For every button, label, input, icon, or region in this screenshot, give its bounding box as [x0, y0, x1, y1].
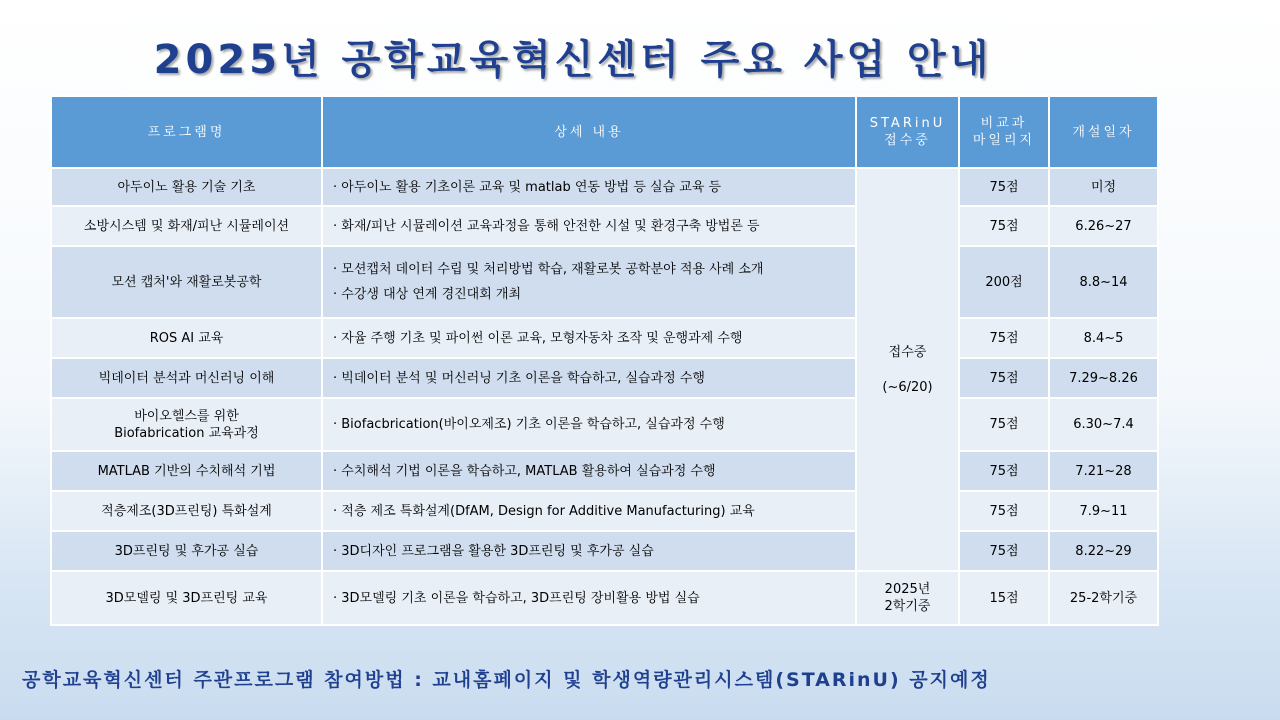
program-detail [322, 318, 856, 358]
program-table [50, 95, 1159, 626]
program-name-line2: Biofabrication 교육과정 [114, 425, 259, 441]
header-mileage [959, 96, 1049, 168]
header-date: 개설일자 [1049, 96, 1158, 168]
participation-footer: 공학교육혁신센터 주관프로그램 참여방법 : 교내홈페이지 및 학생역량관리시스템(STARinU) 공지예정 [22, 669, 991, 691]
date-cell: 미정 [1049, 168, 1158, 206]
header-detail: 상세 내용 [322, 96, 856, 168]
page-title: 2025년 공학교육혁신센터 주요 사업 안내 [153, 37, 993, 83]
date-cell: 8.8~14 [1049, 246, 1158, 318]
program-detail [322, 168, 856, 206]
table-row [51, 491, 1158, 531]
program-name-line1: 바이오헬스를 위한 [134, 408, 239, 424]
program-name: 소방시스템 및 화재/피난 시뮬레이션 [51, 206, 322, 246]
status-line2: (~6/20) [882, 379, 933, 395]
status-cell [856, 168, 959, 571]
header-starinu-line2: 접수중 [884, 133, 931, 148]
mileage-cell: 75점 [959, 491, 1049, 531]
program-name [51, 398, 322, 451]
mileage-cell: 75점 [959, 451, 1049, 491]
table-row [51, 531, 1158, 571]
mileage-cell: 200점 [959, 246, 1049, 318]
table-row [51, 398, 1158, 451]
program-detail [322, 571, 856, 625]
program-name: 모션 캡처'와 재활로봇공학 [51, 246, 322, 318]
program-detail [322, 358, 856, 398]
detail-line: · 아두이노 활용 기초이론 교육 및 matlab 연동 방법 등 실습 교육 등 [333, 179, 722, 195]
detail-line: · 수강생 대상 연계 경진대회 개최 [333, 287, 522, 302]
mileage-cell: 75점 [959, 358, 1049, 398]
program-name: ROS AI 교육 [51, 318, 322, 358]
mileage-cell: 75점 [959, 531, 1049, 571]
table-row [51, 168, 1158, 206]
date-cell: 8.22~29 [1049, 531, 1158, 571]
date-cell: 6.30~7.4 [1049, 398, 1158, 451]
mileage-cell: 75점 [959, 398, 1049, 451]
program-detail [322, 491, 856, 531]
mileage-cell: 75점 [959, 168, 1049, 206]
mileage-cell: 75점 [959, 206, 1049, 246]
semester-cell [856, 571, 959, 625]
program-name: 3D프린팅 및 후가공 실습 [51, 531, 322, 571]
detail-line: · 적층 제조 특화설계(DfAM, Design for Additive Manufacturing) 교육 [333, 503, 755, 519]
status-line1: 접수중 [888, 344, 927, 360]
program-detail [322, 531, 856, 571]
program-name: 아두이노 활용 기술 기초 [51, 168, 322, 206]
semester-line2: 2학기중 [884, 599, 931, 614]
header-mileage-line2: 마일리지 [972, 133, 1036, 148]
date-cell: 7.29~8.26 [1049, 358, 1158, 398]
detail-line: · 모션캡처 데이터 수립 및 처리방법 학습, 재활로봇 공학분야 적용 사례 소개 [333, 262, 764, 277]
mileage-cell: 15점 [959, 571, 1049, 625]
detail-line: · 3D디자인 프로그램을 활용한 3D프린팅 및 후가공 실습 [333, 543, 654, 559]
mileage-cell: 75점 [959, 318, 1049, 358]
header-mileage-line1: 비교과 [980, 116, 1028, 131]
table-row [51, 451, 1158, 491]
detail-line: · 빅데이터 분석 및 머신러닝 기초 이론을 학습하고, 실습과정 수행 [333, 370, 705, 386]
detail-line: · 자율 주행 기초 및 파이썬 이론 교육, 모형자동차 조작 및 운행과제 수행 [333, 330, 743, 346]
program-detail [322, 398, 856, 451]
table-row [51, 206, 1158, 246]
header-starinu [856, 96, 959, 168]
date-cell: 8.4~5 [1049, 318, 1158, 358]
program-name: 3D모델링 및 3D프린팅 교육 [51, 571, 322, 625]
detail-line: · Biofacbrication(바이오제조) 기초 이론을 학습하고, 실습과정 수행 [333, 417, 725, 432]
date-cell: 7.21~28 [1049, 451, 1158, 491]
detail-line: · 화재/피난 시뮬레이션 교육과정을 통해 안전한 시설 및 환경구축 방법론 등 [333, 218, 760, 234]
table-row [51, 358, 1158, 398]
program-name: MATLAB 기반의 수치해석 기법 [51, 451, 322, 491]
program-name: 적층제조(3D프린팅) 특화설계 [51, 491, 322, 531]
detail-line: · 수치해석 기법 이론을 학습하고, MATLAB 활용하여 실습과정 수행 [333, 463, 716, 479]
detail-line: · 3D모델링 기초 이론을 학습하고, 3D프린팅 장비활용 방법 실습 [333, 590, 700, 606]
table-row [51, 571, 1158, 625]
program-table-wrapper [50, 95, 1157, 626]
header-starinu-line1: STARinU [869, 116, 946, 131]
date-cell: 6.26~27 [1049, 206, 1158, 246]
program-detail [322, 246, 856, 318]
table-row [51, 318, 1158, 358]
table-row [51, 246, 1158, 318]
semester-line1: 2025년 [884, 582, 931, 597]
program-detail [322, 206, 856, 246]
table-header-row [51, 96, 1158, 168]
program-detail [322, 451, 856, 491]
header-program: 프로그램명 [51, 96, 322, 168]
date-cell: 7.9~11 [1049, 491, 1158, 531]
date-cell: 25-2학기중 [1049, 571, 1158, 625]
program-name: 빅데이터 분석과 머신러닝 이해 [51, 358, 322, 398]
